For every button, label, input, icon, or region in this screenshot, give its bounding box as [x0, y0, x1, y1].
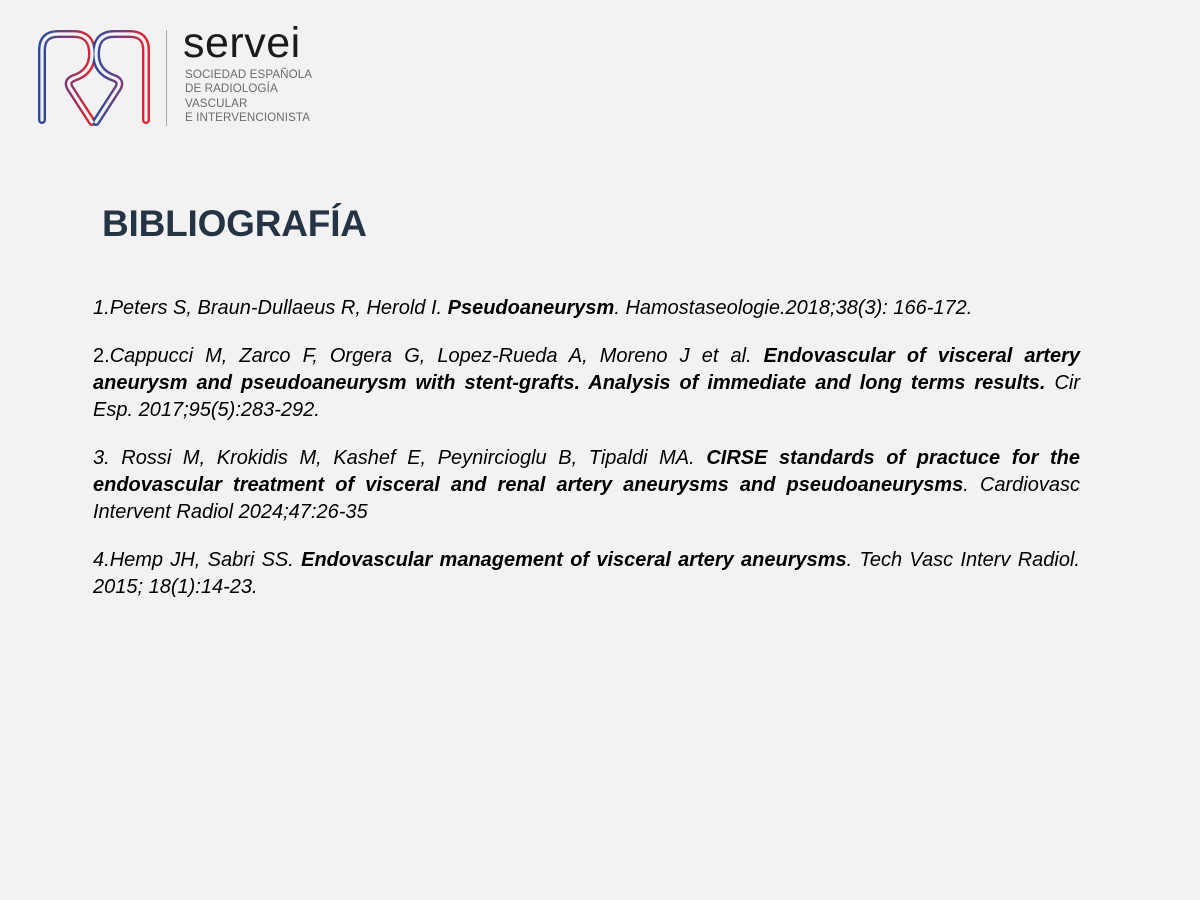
reference-item	[93, 343, 1080, 424]
reference-source: . Tech Vasc Interv Radiol. 2015; 18(1):14-23.	[93, 549, 1080, 598]
logo-subtitle-line: VASCULAR	[185, 96, 248, 110]
logo-subtitle-line: SOCIEDAD ESPAÑOLA	[185, 68, 313, 81]
reference-source: Cir Esp. 2017;95(5):283-292.	[93, 372, 1080, 421]
reference-source: . Hamostaseologie.2018;38(3): 166-172.	[614, 297, 973, 319]
logo-subtitle	[185, 68, 312, 126]
logo-divider	[166, 30, 167, 126]
reference-number: 1.	[93, 297, 110, 319]
reference-number: 3.	[93, 447, 110, 469]
reference-title: Pseudoaneurysm	[447, 297, 615, 319]
servei-rr-logo-icon	[36, 28, 152, 128]
logo-wordmark: servei	[183, 19, 301, 67]
logo-subtitle-line: DE RADIOLOGÍA	[185, 82, 278, 96]
reference-authors: Cappucci M, Zarco F, Orgera G, Lopez-Rueda A, Moreno J et al.	[109, 345, 764, 367]
reference-title: Endovascular management of visceral artery aneurysms	[301, 549, 847, 571]
reference-item	[93, 445, 1080, 526]
reference-authors: Peters S, Braun-Dullaeus R, Herold I.	[109, 297, 448, 319]
reference-number: 2.	[93, 345, 110, 367]
reference-title: Endovascular of visceral artery aneurysm and pseudoaneurysm with stent-grafts. Analysis of immediate and long terms results.	[93, 345, 1080, 394]
reference-number: 4.	[93, 549, 110, 571]
reference-title: CIRSE standards of practuce for the endovascular treatment of visceral and renal artery aneurysms and pseudoaneurysms	[93, 447, 1080, 496]
reference-item	[93, 547, 1080, 601]
reference-item	[93, 295, 1080, 322]
reference-source: . Cardiovasc Intervent Radiol 2024;47:26-35	[93, 474, 1080, 523]
reference-list	[93, 295, 1080, 622]
logo-subtitle-line: E INTERVENCIONISTA	[185, 111, 311, 125]
reference-authors: Hemp JH, Sabri SS.	[109, 549, 302, 571]
reference-authors: Rossi M, Krokidis M, Kashef E, Peynircioglu B, Tipaldi MA.	[109, 447, 707, 469]
servei-logo	[36, 19, 336, 130]
page-title: BIBLIOGRAFÍA	[102, 203, 367, 244]
